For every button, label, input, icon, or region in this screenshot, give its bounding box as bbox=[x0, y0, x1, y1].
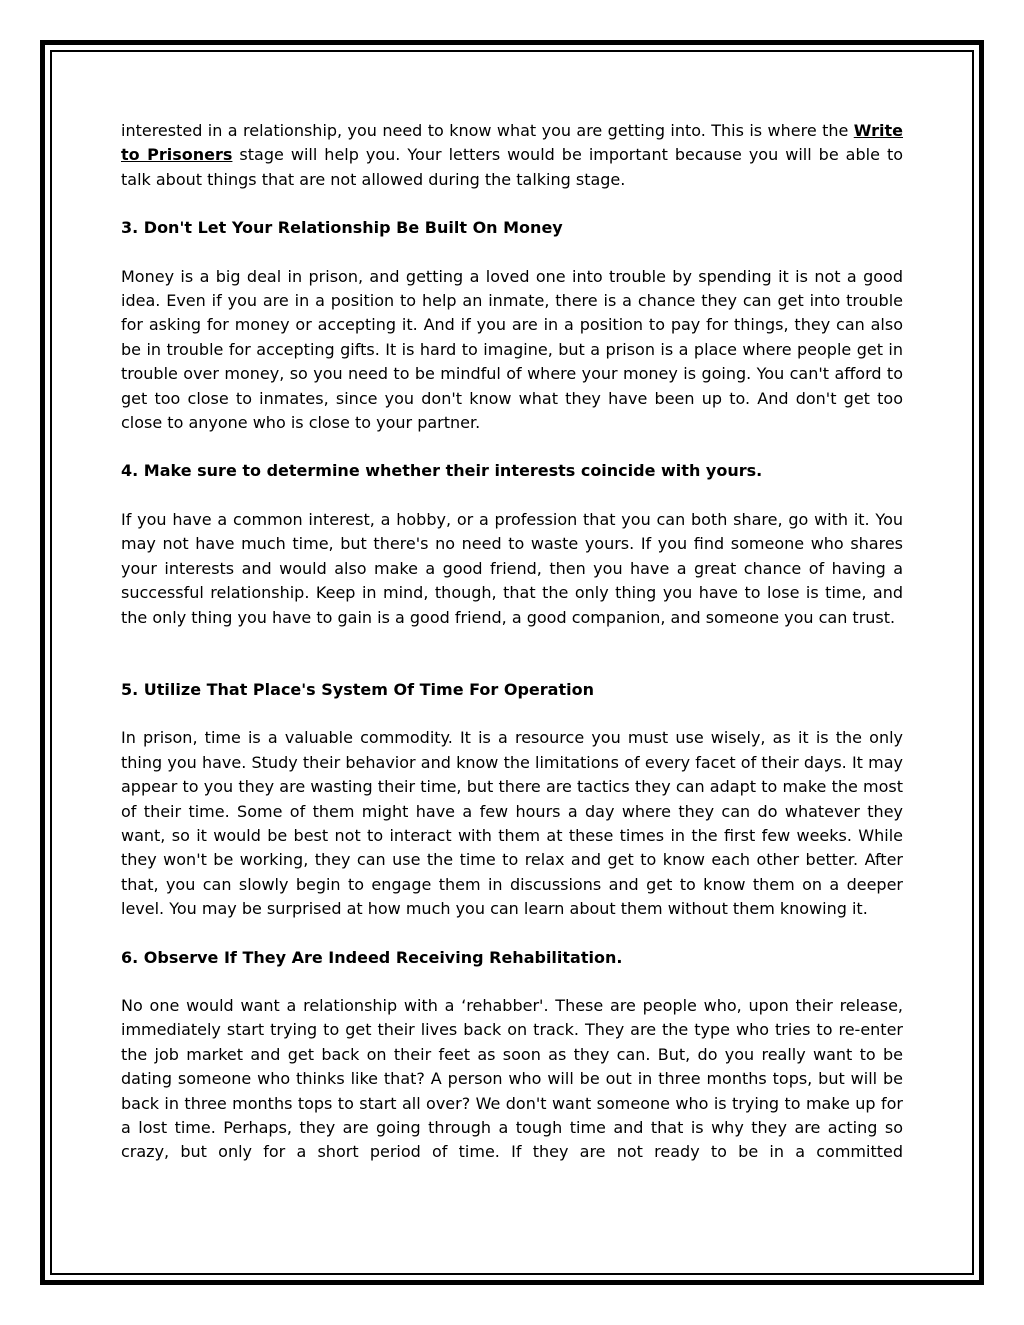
section-5-heading: 5. Utilize That Place's System Of Time For Operation bbox=[121, 679, 594, 699]
section-6-heading: 6. Observe If They Are Indeed Receiving Rehabilitation. bbox=[121, 947, 623, 967]
write-to-prisoners-link[interactable]: Write to Prisoners bbox=[121, 121, 903, 165]
section-4-heading: 4. Make sure to determine whether their interests coincide with yours. bbox=[121, 461, 763, 481]
section-3-heading: 3. Don't Let Your Relationship Be Built On Money bbox=[121, 218, 563, 238]
section-3-body: Money is a big deal in prison, and getting a loved one into trouble by spending it is not a good idea. Even if you are in a position to help an inmate, there is a chance they can get into trouble for asking for money or accepting it. And if you are in a position to pay for things, they can also be in trouble for accepting gifts. It is hard to imagine, but a prison is a place where people get in trouble over money, so you need to be mindful of where your money is going. You can't afford to get too close to inmates, since you don't know what they have been up to. And don't get too close to anyone who is close to your partner. bbox=[121, 266, 903, 433]
intro-text-before: interested in a relationship, you need to know what you are getting into. This is where the bbox=[121, 121, 854, 140]
section-4-body: If you have a common interest, a hobby, or a profession that you can both share, go with it. You may not have much time, but there's no need to waste yours. If you find someone who shares your interests and would also make a good friend, then you have a great chance of having a successful relationship. Keep in mind, though, that the only thing you have to lose is time, and the only thing you have to gain is a good friend, a good companion, and someone you can trust. bbox=[121, 509, 903, 627]
document-body bbox=[121, 119, 903, 1189]
intro-paragraph bbox=[121, 119, 903, 192]
intro-text-after: stage will help you. Your letters would be important because you will be able to talk about things that are not allowed during the talking stage. bbox=[121, 145, 904, 189]
section-spacer bbox=[121, 654, 903, 678]
section-6-body: No one would want a relationship with a ‘rehabber'. These are people who, upon their release, immediately start trying to get their lives back on track. They are the type who tries to re-enter the job market and get back on their feet as soon as they can. But, do you really want to be dating someone who thinks like that? A person who will be out in three months tops, but will be back in three months tops to start all over? We don't want someone who is trying to make up for a lost time. Perhaps, they are going through a tough time and that is why they are acting so crazy, but only for a short period of time. If they are not ready to be in a committed bbox=[121, 995, 903, 1162]
section-5-body: In prison, time is a valuable commodity. It is a resource you must use wisely, as it is the only thing you have. Study their behavior and know the limitations of every facet of their days. It may appear to you they are wasting their time, but there are tactics they can adapt to make the most of their time. Some of them might have a few hours a day where they can do whatever they want, so it would be best not to interact with them at these times in the first few weeks. While they won't be working, they can use the time to relax and get to know each other better. After that, you can slowly begin to engage them in discussions and get to know them on a deeper level. You may be surprised at how much you can learn about them without them knowing it. bbox=[121, 728, 903, 919]
